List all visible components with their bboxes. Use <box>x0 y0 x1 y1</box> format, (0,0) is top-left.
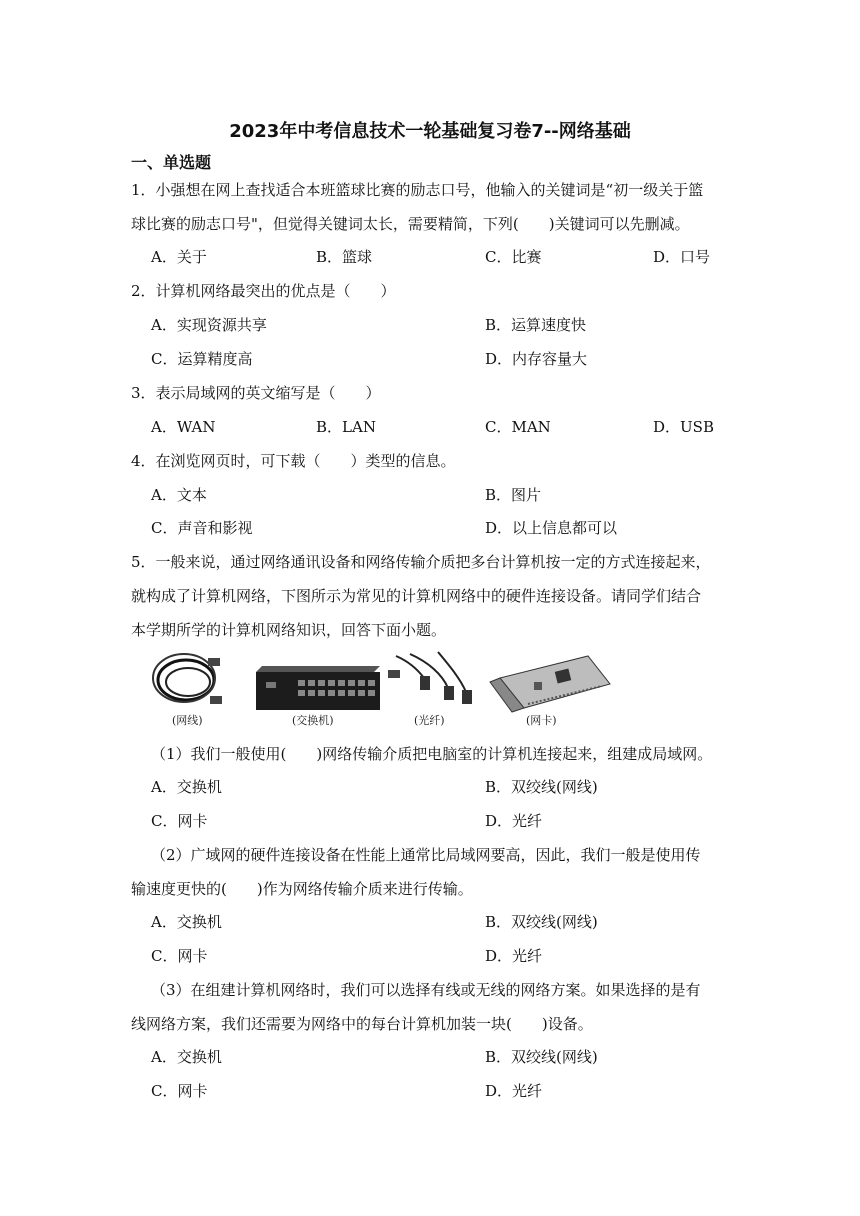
q2-option-a: A．实现资源共享 <box>151 316 267 334</box>
q1-option-d: D．口号 <box>653 248 711 266</box>
q5-sub1-option-c: C．网卡 <box>151 812 208 830</box>
q1-stem-line2: 球比赛的励志口号"，但觉得关键词太长，需要精简，下列( )关键词可以先删减。 <box>131 215 690 233</box>
q1-option-b: B．篮球 <box>316 248 373 266</box>
q4-option-d: D．以上信息都可以 <box>485 519 618 537</box>
caption-fiber: (光纤) <box>414 714 445 727</box>
q5-sub3-option-b: B．双绞线(网线) <box>485 1048 598 1066</box>
switch-image <box>256 666 380 710</box>
q3-option-d: D．USB <box>653 418 714 436</box>
optical-fiber-image <box>388 652 472 704</box>
q4-option-c: C．声音和影视 <box>151 519 253 537</box>
q5-sub2-option-b: B．双绞线(网线) <box>485 913 598 931</box>
q5-stem-line2: 就构成了计算机网络，下图所示为常见的计算机网络中的硬件连接设备。请同学们结合 <box>131 587 702 605</box>
caption-switch: (交换机) <box>292 714 334 727</box>
caption-nic: (网卡) <box>526 714 557 727</box>
q5-sub3-stem-line1: （3）在组建计算机网络时，我们可以选择有线或无线的网络方案。如果选择的是有 <box>151 981 701 999</box>
q2-option-d: D．内存容量大 <box>485 350 588 368</box>
q4-stem: 4．在浏览网页时，可下载（ ）类型的信息。 <box>131 452 456 470</box>
q5-stem-line3: 本学期所学的计算机网络知识，回答下面小题。 <box>131 621 447 639</box>
q5-sub2-option-c: C．网卡 <box>151 947 208 965</box>
q5-sub1-option-d: D．光纤 <box>485 812 543 830</box>
q1-stem-line1: 1．小强想在网上查找适合本班篮球比赛的励志口号，他输入的关键词是“初一级关于篮 <box>131 181 704 199</box>
network-hardware-figure <box>148 648 628 734</box>
q5-sub2-stem-line1: （2）广域网的硬件连接设备在性能上通常比局域网要高，因此，我们一般是使用传 <box>151 846 701 864</box>
q1-option-a: A．关于 <box>151 248 207 266</box>
q5-sub1-stem: （1）我们一般使用( )网络传输介质把电脑室的计算机连接起来，组建成局域网。 <box>151 745 713 763</box>
network-card-image <box>490 656 610 712</box>
q5-sub3-option-d: D．光纤 <box>485 1082 543 1100</box>
q1-option-c: C．比赛 <box>485 248 542 266</box>
q5-sub2-option-a: A．交换机 <box>151 913 222 931</box>
q3-option-c: C．MAN <box>485 418 551 436</box>
q4-option-b: B．图片 <box>485 486 542 504</box>
q3-option-a: A．WAN <box>151 418 216 436</box>
q5-stem-line1: 5．一般来说，通过网络通讯设备和网络传输介质把多台计算机按一定的方式连接起来， <box>131 553 711 571</box>
network-cable-image <box>153 654 222 704</box>
q5-sub1-option-a: A．交换机 <box>151 778 222 796</box>
section-heading: 一、单选题 <box>131 153 212 172</box>
caption-cable: (网线) <box>172 714 203 727</box>
q3-stem: 3．表示局域网的英文缩写是（ ） <box>131 384 381 402</box>
page-title: 2023年中考信息技术一轮基础复习卷7--网络基础 <box>229 121 631 142</box>
q5-sub1-option-b: B．双绞线(网线) <box>485 778 598 796</box>
q5-sub3-option-c: C．网卡 <box>151 1082 208 1100</box>
q4-option-a: A．文本 <box>151 486 207 504</box>
q3-option-b: B．LAN <box>316 418 376 436</box>
q5-sub3-option-a: A．交换机 <box>151 1048 222 1066</box>
q5-sub2-stem-line2: 输速度更快的( )作为网络传输介质来进行传输。 <box>131 880 473 898</box>
q5-sub3-stem-line2: 线网络方案，我们还需要为网络中的每台计算机加装一块( )设备。 <box>131 1015 593 1033</box>
q2-option-b: B．运算速度快 <box>485 316 587 334</box>
q5-sub2-option-d: D．光纤 <box>485 947 543 965</box>
q2-stem: 2．计算机网络最突出的优点是（ ） <box>131 282 396 300</box>
q2-option-c: C．运算精度高 <box>151 350 253 368</box>
